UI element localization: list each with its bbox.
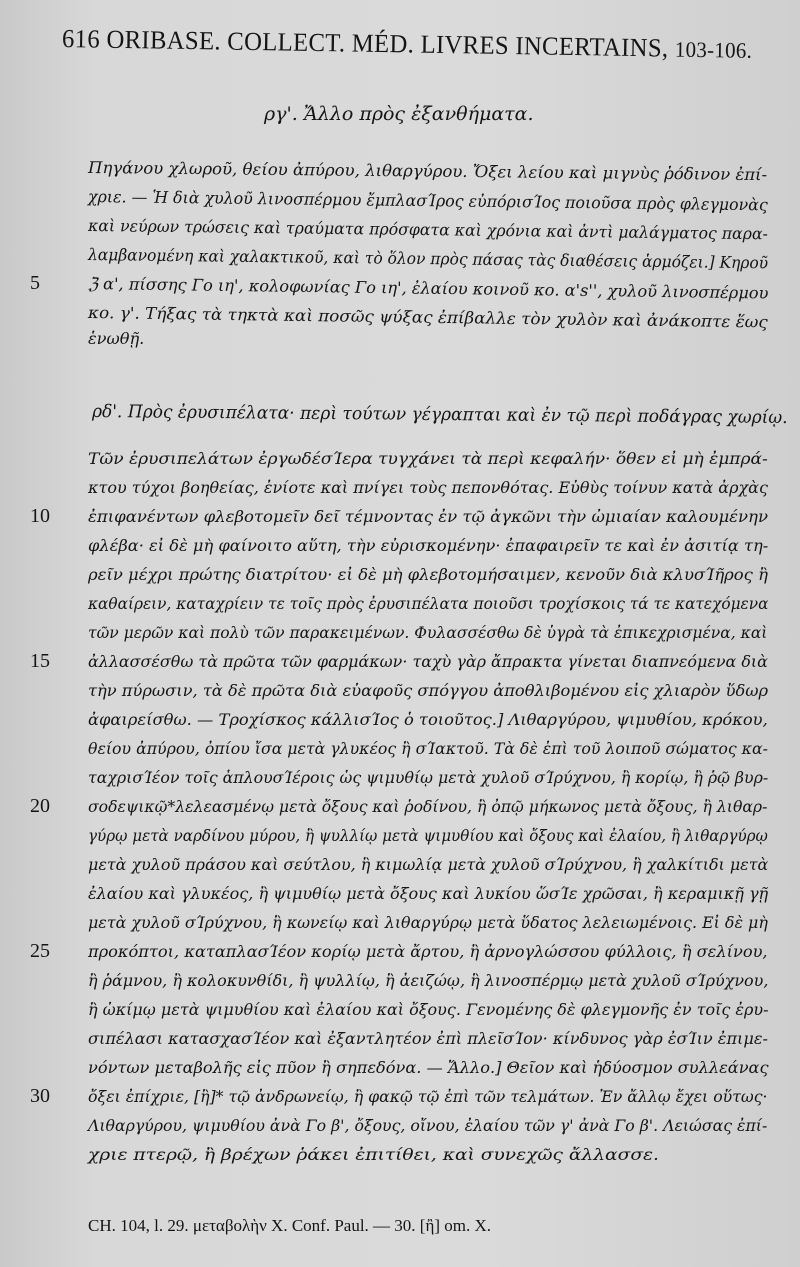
- text-line: ℨ α', πίσσης Γο ιη', κολοφωνίας Γο ιη', ἐλαίου κοινοῦ κο. α's'', χυλοῦ λινοσπέρμου: [87, 274, 769, 303]
- text-line: κο. γ'. Τήξας τὰ τηκτὰ καὶ ποσῶς ψύξας ἐπίβαλλε τὸν χυλὸν καὶ ἀνάκοπτε ἕως: [87, 303, 768, 332]
- text-line: ἢ ῥάμνου, ἢ κολοκυνθίδι, ἢ ψυλλίῳ, ἢ ἀειζώῳ, ἢ λινοσπέρμῳ μετὰ χυλοῦ σΊρύχνου,: [88, 971, 769, 990]
- text-line: τὴν πύρωσιν, τὰ δὲ πρῶτα διὰ εὐαφοῦς σπόγγου ἀποθλιβομένου εἰς χλιαρὸν ὕδωρ: [88, 681, 769, 700]
- footnote: CH. 104, l. 29. μεταβολὴν X. Conf. Paul. — 30. [ἢ] om. X.: [88, 1216, 492, 1235]
- text-line: τῶν μερῶν καὶ πολὺ τῶν παρακειμένων. Φυλασσέσθω δὲ ὑγρὰ τὰ ἐπικεχρισμένα, καὶ: [88, 623, 768, 642]
- text-line: Τῶν ἐρυσιπελάτων ἐργωδέσΊερα τυγχάνει τὰ περὶ κεφαλήν· ὅθεν εἰ μὴ ἐμπρά-: [88, 449, 768, 468]
- text-line: σοδεψικῷ*λελεασμένῳ μετὰ ὄξους καὶ ῥοδίνου, ἢ ὀπῷ μήκωνος μετὰ ὄξους, ἢ λιθαρ-: [88, 797, 768, 816]
- section-103-title: ργ'. Ἄλλο πρὸς ἐξανθήματα.: [264, 103, 534, 125]
- running-title: ORIBASE. COLLECT. MÉD. LIVRES INCERTAINS,: [106, 24, 669, 63]
- text-line: λαμβανομένη καὶ χαλακτικοῦ, καὶ τὸ ὅλον πρὸς πάσας τὰς διαθέσεις ἁρμόζει.] Κηροῦ: [87, 245, 769, 273]
- page-number: 616: [61, 24, 101, 54]
- text-line: ἐπιφανέντων φλεβοτομεῖν δεῖ τέμνοντας ἐν τῷ ἀγκῶνι τὴν ὠμιαίαν καλουμένην: [88, 507, 768, 526]
- text-line: ἀλλασσέσθω τὰ πρῶτα τῶν φαρμάκων· ταχὺ γὰρ ἄπρακτα γίνεται διαπνεόμενα διὰ: [88, 652, 768, 671]
- text-line: μετὰ χυλοῦ σΊρύχνου, ἢ κωνείῳ καὶ λιθαργύρῳ μετὰ ὕδατος λελειωμένοις. Εἰ δὲ μὴ: [88, 913, 768, 932]
- text-line: σιπέλασι κατασχασΊέον καὶ ἐξαντλητέον ἐπὶ πλεῖσΊον· κίνδυνος γὰρ ἐσΊιν ἐπιμε-: [88, 1029, 768, 1048]
- text-line: γύρῳ μετὰ ναρδίνου μύρου, ἢ ψυλλίῳ μετὰ ψιμυθίου καὶ ὄξους καὶ ἐλαίου, ἢ λιθαργύρῳ: [88, 826, 768, 845]
- text-line: φλέβα· εἰ δὲ μὴ φαίνοιτο αὕτη, τὴν εὐρισκομένην· ἐπαφαιρεῖν τε καὶ ἐν ἀσιτίᾳ τη-: [88, 536, 769, 555]
- text-line: χριε. — Ἡ διὰ χυλοῦ λινοσπέρμου ἔμπλασΊρος εὐπόρισΊος ποιοῦσα πρὸς φλεγμονὰς: [87, 187, 768, 215]
- text-line: θείου ἀπύρου, ὀπίου ἴσα μετὰ γλυκέος ἢ σΊακτοῦ. Τὰ δὲ ἐπὶ τοῦ λοιποῦ σώματος κα-: [88, 739, 768, 758]
- text-line: νόντων μεταβολῆς εἰς πῦον ἢ σηπεδόνα. — Ἄλλο.] Θεῖον καὶ ἡδύοσμον συλλεάνας: [88, 1058, 769, 1077]
- line-number: 20: [30, 795, 50, 817]
- text-line: καὶ νεύρων τρώσεις καὶ τραύματα πρόσφατα καὶ χρόνια καὶ ἀντὶ μαλάγματος παρα-: [87, 216, 768, 244]
- text-line: χριε πτερῷ, ἢ βρέχων ῥάκει ἐπιτίθει, καὶ συνεχῶς ἄλλασσε.: [88, 1145, 659, 1164]
- line-number: 30: [30, 1085, 50, 1107]
- section-104-title: ρδ'. Πρὸς ἐρυσιπέλατα· περὶ τούτων γέγραπται καὶ ἐν τῷ περὶ ποδάγρας χωρίῳ.: [91, 402, 788, 429]
- text-line: καθαίρειν, καταχρίειν τε τοῖς πρὸς ἐρυσιπέλατα ποιοῦσι τροχίσκοις τά τε κατεχόμενα: [88, 594, 769, 613]
- text-line: Πηγάνου χλωροῦ, θείου ἀπύρου, λιθαργύρου. Ὄξει λείου καὶ μιγνὺς ῥόδινον ἐπί-: [87, 158, 768, 185]
- running-header: [61, 24, 753, 64]
- text-line: κτου τύχοι βοηθείας, ἐνίοτε καὶ πνίγει τοὺς πεπονθότας. Εὐθὺς τοίνυν κατὰ ἀρχὰς: [88, 478, 768, 497]
- text-line: ρεῖν μέχρι πρώτης διατρίτου· εἰ δὲ μὴ φλεβοτομήσαιμεν, κενοῦν διὰ κλυσΊῆρος ἢ: [88, 565, 768, 584]
- text-line: μετὰ χυλοῦ πράσου καὶ σεύτλου, ἢ κιμωλίᾳ μετὰ χυλοῦ σΊρύχνου, ἢ χαλκίτιδι μετὰ: [88, 855, 769, 874]
- text-line: ὄξει ἐπίχριε, [ἢ]* τῷ ἀνδρωνείῳ, ἢ φακῷ τῷ ἐπὶ τῶν τελμάτων. Ἐν ἄλλῳ ἔχει οὕτως·: [88, 1087, 768, 1106]
- text-line: ταχρισΊέον τοῖς ἁπλουσΊέροις ὡς ψιμυθίῳ μετὰ χυλοῦ σΊρύχνου, ἢ κορίῳ, ἢ ῥῷ βυρ-: [88, 768, 769, 787]
- line-number: 5: [30, 272, 40, 294]
- chapter-range: 103-106.: [674, 36, 753, 63]
- line-number: 10: [30, 505, 50, 527]
- text-line: Λιθαργύρου, ψιμυθίου ἀνὰ Γο β', ὄξους, οἴνου, ἐλαίου τῶν γ' ἀνὰ Γο β'. Λειώσας ἐπί-: [88, 1116, 768, 1135]
- line-number: 25: [30, 940, 50, 962]
- text-line: ἐλαίου καὶ γλυκέος, ἢ ψιμυθίῳ μετὰ ὄξους καὶ λυκίου ὥσΊε χρῶσαι, ἢ κεραμικῇ γῇ: [88, 884, 769, 903]
- text-line: ἀφαιρείσθω. — Τροχίσκος κάλλισΊος ὁ τοιοῦτος.] Λιθαργύρου, ψιμυθίου, κρόκου,: [88, 710, 768, 729]
- text-line: ἑνωθῇ.: [88, 329, 145, 348]
- text-line: ἢ ὠκίμῳ μετὰ ψιμυθίου καὶ ἐλαίου καὶ ὄξους. Γενομένης δὲ φλεγμονῆς ἐν τοῖς ἐρυ-: [88, 1000, 769, 1019]
- line-number: 15: [30, 650, 50, 672]
- text-line: προκόπτοι, καταπλασΊέον κορίῳ μετὰ ἄρτου, ἢ ἀρνογλώσσου φύλλοις, ἢ σελίνου,: [88, 942, 768, 961]
